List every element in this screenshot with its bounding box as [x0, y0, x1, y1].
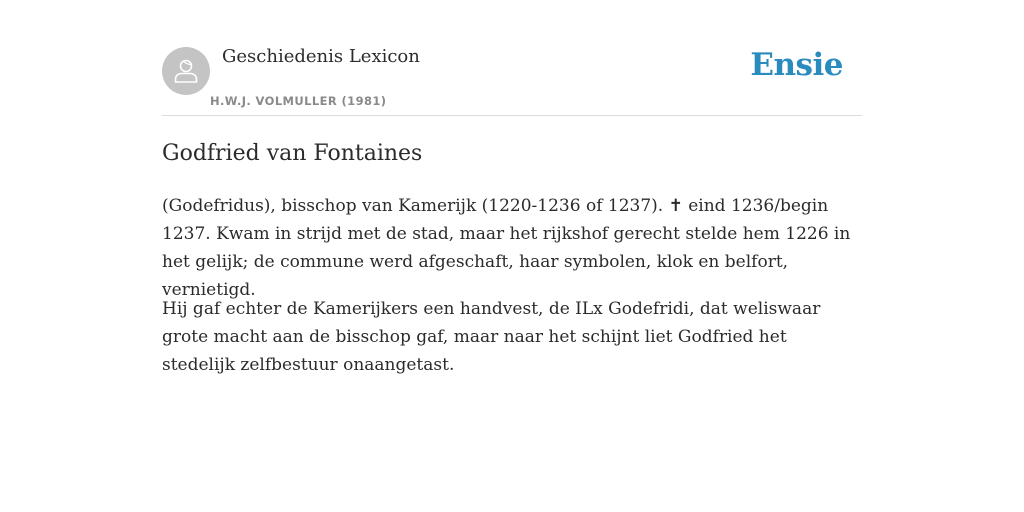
user-icon	[171, 56, 201, 86]
author-credit[interactable]: H.W.J. VOLMULLER (1981)	[210, 94, 387, 108]
source-header	[162, 0, 862, 116]
entry-paragraph: (Godefridus), bisschop van Kamerijk (1220-1236 of 1237). ✝ eind 1236/begin 1237. Kwam in strijd met de stad, maar het rijkshof gerecht stelde hem 1226 in het gelijk; de commune werd afgeschaft, haar symbolen, klok en belfort, vernietigd.	[162, 196, 851, 300]
entry-title: Godfried van Fontaines	[162, 141, 423, 166]
avatar[interactable]	[162, 47, 210, 95]
source-title[interactable]: Geschiedenis Lexicon	[222, 46, 420, 67]
article-container	[162, 0, 862, 375]
ensie-logo[interactable]: Ensie	[750, 47, 843, 83]
entry-paragraph: Hij gaf echter de Kamerijkers een handvest, de ILx Godefridi, dat weliswaar grote macht aan de bisschop gaf, maar naar het schijnt liet Godfried het stedelijk zelfbestuur onaangetast.	[162, 299, 821, 375]
